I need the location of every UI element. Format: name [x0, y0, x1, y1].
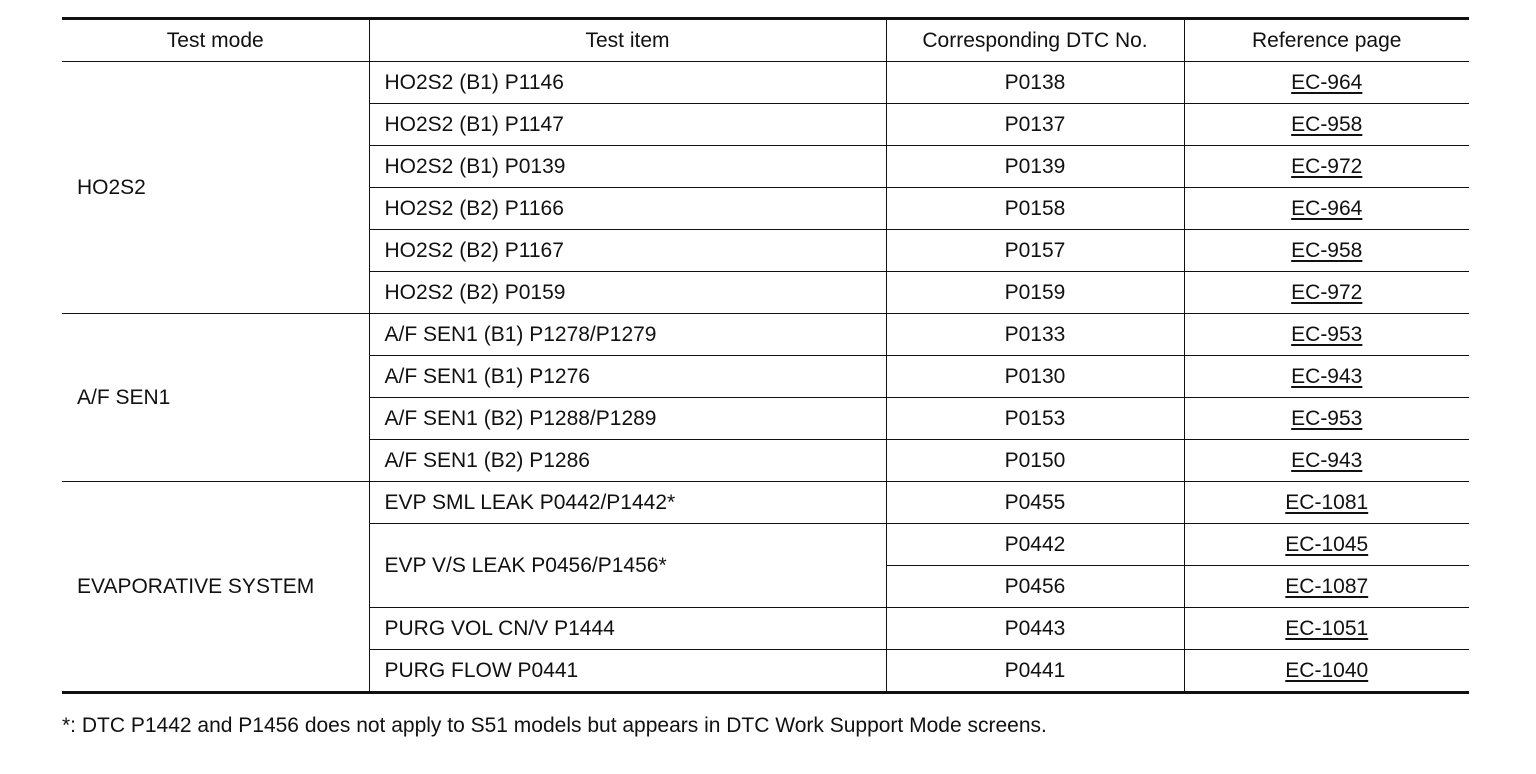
reference-page-link[interactable]: EC-1087 [1285, 574, 1369, 598]
reference-cell [1184, 650, 1469, 693]
test-item-cell: HO2S2 (B1) P0139 [369, 146, 886, 188]
header-test-item: Test item [369, 19, 886, 62]
dtc-number-cell: P0150 [886, 440, 1184, 482]
dtc-table-container [62, 17, 1469, 694]
dtc-number-cell: P0441 [886, 650, 1184, 693]
dtc-number-cell: P0153 [886, 398, 1184, 440]
table-header-row [62, 19, 1469, 62]
reference-cell [1184, 272, 1469, 314]
reference-page-link[interactable]: EC-943 [1291, 364, 1363, 388]
reference-page-link[interactable]: EC-1051 [1285, 616, 1369, 640]
reference-cell [1184, 146, 1469, 188]
dtc-number-cell: P0139 [886, 146, 1184, 188]
table-row [62, 62, 1469, 104]
reference-cell [1184, 62, 1469, 104]
header-test-mode: Test mode [62, 19, 369, 62]
test-item-cell: A/F SEN1 (B2) P1288/P1289 [369, 398, 886, 440]
reference-cell [1184, 524, 1469, 566]
test-item-cell: EVP SML LEAK P0442/P1442* [369, 482, 886, 524]
dtc-number-cell: P0157 [886, 230, 1184, 272]
reference-page-link[interactable]: EC-958 [1291, 112, 1363, 136]
table-footnote: *: DTC P1442 and P1456 does not apply to S51 models but appears in DTC Work Support Mode screens. [62, 714, 1047, 737]
table-row [62, 314, 1469, 356]
test-item-cell: A/F SEN1 (B1) P1276 [369, 356, 886, 398]
dtc-number-cell: P0456 [886, 566, 1184, 608]
dtc-reference-table [62, 17, 1469, 694]
test-item-cell: HO2S2 (B1) P1146 [369, 62, 886, 104]
reference-page-link[interactable]: EC-953 [1291, 322, 1363, 346]
reference-page-link[interactable]: EC-953 [1291, 406, 1363, 430]
test-mode-cell: HO2S2 [62, 62, 369, 314]
dtc-number-cell: P0159 [886, 272, 1184, 314]
dtc-number-cell: P0442 [886, 524, 1184, 566]
header-dtc-no: Corresponding DTC No. [886, 19, 1184, 62]
reference-cell [1184, 608, 1469, 650]
reference-page-link[interactable]: EC-972 [1291, 280, 1363, 304]
table-row [62, 482, 1469, 524]
reference-page-link[interactable]: EC-1045 [1285, 532, 1369, 556]
test-item-cell: EVP V/S LEAK P0456/P1456* [369, 524, 886, 608]
reference-cell [1184, 566, 1469, 608]
reference-page-link[interactable]: EC-964 [1291, 196, 1363, 220]
reference-cell [1184, 356, 1469, 398]
test-mode-cell: A/F SEN1 [62, 314, 369, 482]
reference-cell [1184, 104, 1469, 146]
test-item-cell: PURG FLOW P0441 [369, 650, 886, 693]
dtc-number-cell: P0130 [886, 356, 1184, 398]
dtc-number-cell: P0158 [886, 188, 1184, 230]
reference-page-link[interactable]: EC-1081 [1285, 490, 1369, 514]
reference-cell [1184, 398, 1469, 440]
test-item-cell: PURG VOL CN/V P1444 [369, 608, 886, 650]
test-item-cell: HO2S2 (B2) P1167 [369, 230, 886, 272]
test-item-cell: A/F SEN1 (B1) P1278/P1279 [369, 314, 886, 356]
reference-page-link[interactable]: EC-972 [1291, 154, 1363, 178]
reference-cell [1184, 188, 1469, 230]
reference-cell [1184, 440, 1469, 482]
dtc-number-cell: P0138 [886, 62, 1184, 104]
dtc-number-cell: P0455 [886, 482, 1184, 524]
test-mode-cell: EVAPORATIVE SYSTEM [62, 482, 369, 693]
dtc-number-cell: P0137 [886, 104, 1184, 146]
reference-page-link[interactable]: EC-1040 [1285, 658, 1369, 682]
dtc-number-cell: P0443 [886, 608, 1184, 650]
reference-cell [1184, 314, 1469, 356]
reference-cell [1184, 230, 1469, 272]
header-reference-page: Reference page [1184, 19, 1469, 62]
test-item-cell: HO2S2 (B2) P1166 [369, 188, 886, 230]
reference-page-link[interactable]: EC-943 [1291, 448, 1363, 472]
reference-page-link[interactable]: EC-964 [1291, 70, 1363, 94]
reference-cell [1184, 482, 1469, 524]
test-item-cell: HO2S2 (B2) P0159 [369, 272, 886, 314]
dtc-number-cell: P0133 [886, 314, 1184, 356]
test-item-cell: HO2S2 (B1) P1147 [369, 104, 886, 146]
reference-page-link[interactable]: EC-958 [1291, 238, 1363, 262]
test-item-cell: A/F SEN1 (B2) P1286 [369, 440, 886, 482]
